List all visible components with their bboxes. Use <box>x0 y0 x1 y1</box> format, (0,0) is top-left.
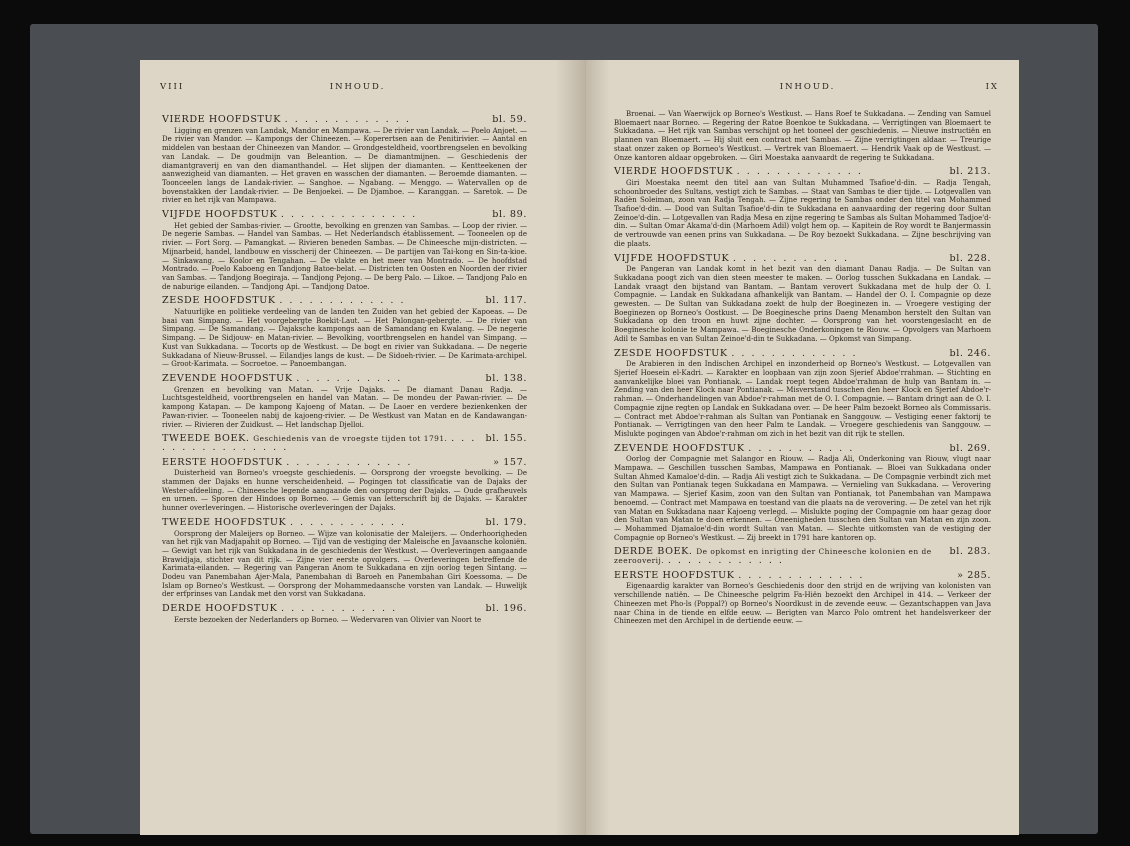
chapter-title: VIERDE HOOFDSTUK <box>614 166 733 178</box>
leader-dots: . . . . . . . . . . . . <box>732 252 850 264</box>
page-reference: » 285. <box>957 569 991 581</box>
page-reference: » 157. <box>493 456 527 468</box>
leader-dots: . . . . . . . . . . . <box>748 442 855 454</box>
chapter-summary: Het gebied der Sambas-rivier. — Grootte, bevolking en grenzen van Sambas. — Loop der rivier. — De negerie Sambas. — Handel van Sambas. — Het Nederlandsch établissement. — Tooneelen op de rivier. — Fort Sorg. — Pamangkat. — Rivieren beneden Sambas. — De Chineesche mijn-districten. — Mijnarbeid, handel, landbouw en visscherij der Chineezen. — De partijen van Tai-kong en Sin-ta-kioe. — Sinkawang. — Koolor en Tengahan. — De vlakte en het meer van Montrado. — De hoofdstad Montrado. — Poelo Kaboeng en Tandjong Batoe-belat. — Districten ten Oosten en Noorden der rivier van Sambas. — Tandjong Boegiraja. — Tandjong Pejong. — De berg Palo. — Likoe. — Tandjong Palo en de naburige eilanden. — Tandjong Api. — Tandjong Datoe. <box>162 221 527 291</box>
chapter-title: ZEVENDE HOOFDSTUK <box>614 442 745 454</box>
chapter-summary: De Pangeran van Landak komt in het bezit van den diamant Danau Radja. — De Sultan van Sukkadana poogt zich van dien steen meester te maken. — Oorlog tusschen Sukkadana en Landak. — Landak vraagt den bijstand van Bantam. — Bantam verovert Sukkadana met de hulp der O. I. Compagnie. — Landak en Sukkadana afhankelijk van Bantam. — Handel der O. I. Compagnie op deze gewesten. — De Sultan van Sukkadana zoekt de hulp der Boeginezen in. — Vroegere vestiging der Boeginezen op Borneo's Oostkust. — De Boeginesche prins Daeng Menambon herstelt den Sultan van Sukkadana op den troon en huwt zijne dochter. — Oorsprong van het voorstengeslacht en de Boeginesche kolonie te Mampawa. — Boeginesche Onderkoningen te Riouw. — Opvolgers van Marhoem Adil te Sambas en van Sultan Zeinoe'd-din te Sukkadana. — Opkomst van Simpang. <box>614 265 991 343</box>
book-subtitle: Geschiedenis van de vroegste tijden tot 1791. <box>253 434 448 444</box>
chapter-summary: Oorsprong der Maleijers op Borneo. — Wijze van kolonisatie der Maleijers. — Onderhoorigheden van het rijk van Madjapahit op Borneo. — Tijd van de vestiging der Maleische en Javaansche koloniën. — Gewigt van het rijk van Sukkadana in de geschiedenis der Westkust. — Overleveringen aangaande Brawidjaja, stichter van dit rijk. — Zijne vier eerste opvolgers. — Overleveringen betreffende de Karimata-eilanden. — Regering van Pangeran Anom te Sukkadana en zijn oorlog tegen Sintang. — Dodeu van Panembahan Ajer-Mala, Panembahan di Baroeh en Panembahan Giri Koessoma. — De Islam op Borneo's Westkust. — Oorsprong der Mohammedaansche vorsten van Landak. — Huwelijk der erfprinses van Landak met den vorst van Sukkadana. <box>162 529 527 599</box>
chapter-title: ZESDE HOOFDSTUK <box>162 295 276 307</box>
chapter-title: DERDE HOOFDSTUK <box>162 603 278 615</box>
chapter-title: VIJFDE HOOFDSTUK <box>614 252 730 264</box>
page-reference: bl. 213. <box>949 166 991 178</box>
chapter-heading <box>162 372 527 384</box>
leader-dots: . . . . . . . . . . . . . <box>279 295 406 307</box>
page-reference: bl. 59. <box>492 114 527 125</box>
running-title: INHOUD. <box>329 82 386 92</box>
leader-dots: . . . . . . . . . . . . . <box>738 569 865 581</box>
chapter-heading <box>614 569 991 581</box>
leader-dots: . . . . . . . . . . . . . <box>284 114 411 125</box>
book-subtitle: De opkomst en inrigting der Chineesche kolonien en de zeerooverij. <box>614 547 932 566</box>
chapter-title: TWEEDE BOEK. <box>162 433 250 445</box>
page-reference: bl. 89. <box>492 209 527 221</box>
page-reference: bl. 246. <box>949 347 991 359</box>
book-heading <box>614 548 991 565</box>
chapter-summary: Eerste bezoeken der Nederlanders op Borneo. — Wedervaren van Olivier van Noort te <box>174 615 482 624</box>
leader-dots: . . . . . . . . . . . . . . <box>280 209 418 221</box>
chapter-heading <box>162 116 527 125</box>
page-reference: bl. 179. <box>485 516 527 528</box>
chapter-title: ZESDE HOOFDSTUK <box>614 347 728 359</box>
page-reference: bl. 283. <box>949 546 991 558</box>
right-page-content <box>614 110 991 630</box>
left-page <box>140 60 586 835</box>
leader-dots: . . . . . . . . . . . <box>296 372 403 384</box>
leader-dots: . . . . . . . . . . . . . <box>736 166 863 178</box>
page-number: VIII <box>160 82 185 92</box>
chapter-summary: Duisterheid van Borneo's vroegste geschiedenis. — Oorsprong der vroegste bevolking. — De stammen der Dajaks en hunne verscheidenheid. — Pogingen tot classificatie van de Dajaks der Wester-afdeeling. — Chineesche legende aangaande den oorsprong der Dajaks. — Oude grafheuvels en urnen. — Sporen der Hindoes op Borneo. — Gemis van letterschrift bij de Dajaks. — Karakter hunner overleveringen. — Historische overleveringen der Dajaks. <box>162 469 527 513</box>
chapter-summary: De Arabieren in den Indischen Archipel en inzonderheid op Borneo's Westkust. — Lotgevallen van Sjerief Hoesein el-Kadri. — Karakter en loopbaan van zijn zoon Sjerief Abdoe'rrahman. — Stichting en aanvankelijke bloei van Pontianak. — Landak roept tegen Abdoe'rrahman de hulp van Bantam in. — Zending van den heer Klock naar Pontianak. — Misverstand tusschen den heer Klock en Sjerief Abdoe'r-rahman. — Onderhandelingen van Abdoe'r-rahman met de O. I. Compagnie. — Bantam dringt aan de O. I. Compagnie zijne regten op Landak en Sukkadana over. — De heer Palm bezoekt Borneo als Commissaris. — Contract met Abdoe'r-rahman als Sultan van Pontianak en Sanggouw. — Vestiging eener faktorij te Pontianak. — Verrigtingen van den heer Palm te Landak. — Vroegere geschiedenis van Sanggouw. — Mislukte pogingen van Abdoe'r-rahman om zich in het bezit van dit rijk te stellen. <box>614 360 991 438</box>
book-heading <box>162 435 527 452</box>
chapter-heading <box>614 252 991 264</box>
page-number: IX <box>985 82 999 92</box>
chapter-title: EERSTE HOOFDSTUK <box>162 456 283 468</box>
chapter-summary: Eigenaardig karakter van Borneo's Geschiedenis door den strijd en de wrijving van kolonisten van verschillende natiën. — De Chineesche pelgrim Fa-Hiën bezoekt den Archipel in 414. — Verkeer der Chineezen met Pho-ls (Poppal?) op Borneo's Noordkust in de zevende eeuw. — Gezantschappen van Java naar China in de tiende en elfde eeuw. — Berigten van Marco Polo omtrent het handelsverkeer der Chineezen met den Archipel in de dertiende eeuw. — <box>614 582 991 626</box>
intro-paragraph: Broenai. — Van Waerwijck op Borneo's Westkust. — Hans Roef te Sukkadana. — Zending van Samuel Bloemaert naar Borneo. — Regering der Ratoe Boenkoe te Sukkadana. — Verrigtingen van Bloemaert te Sukkadana. — Het rijk van Sambas verschijnt op het tooneel der geschiedenis. — Nieuwe instructiën en plannen van Bloemaert. — Hij sluit een contract met Sambas. — Zijne verrigtingen aldaar. — Treurige staat onzer zaken op Borneo's Westkust. — Vertrek van Bloemaert. — Hendrik Vaak op de Westkust. — Onze kantoren aldaar opgebroken. — Giri Moestaka aanvaardt de regering te Sukkadana. <box>614 110 991 162</box>
chapter-title: VIERDE HOOFDSTUK <box>162 114 281 125</box>
chapter-title: DERDE BOEK. <box>614 546 693 558</box>
left-page-content <box>162 110 527 629</box>
page-reference: bl. 155. <box>485 433 527 445</box>
chapter-heading <box>614 168 991 177</box>
chapter-title: TWEEDE HOOFDSTUK <box>162 516 287 528</box>
page-reference: bl. 228. <box>949 252 991 264</box>
chapter-title: ZEVENDE HOOFDSTUK <box>162 372 293 384</box>
chapter-heading <box>162 456 527 468</box>
chapter-summary: Natuurlijke en politieke verdeeling van de landen ten Zuiden van het gebied der Kapoeas. — De baai van Simpang. — Het voorgebergte Boekit-Laut. — Het Palongan-gebergte. — De rivier van Simpang. — De Samandang. — Dajaksche kampongs aan de Samandang en Kwalang. — De negerie Simpang. — De Sidjouw- en Matan-rivier. — Bevolking, voortbrengselen en handel van Simpang. — Kust van Sukkadana. — Tocorts op de Westkust. — De bogt en rivier van Sukkadana. — De negerie Sukkadana of Nieuw-Brussel. — Eilandjes langs de kust. — De Sidoeh-rivier. — De Karimata-archipel. — Groot-Karimata. — Socroetoe. — Panoembangan. <box>162 308 527 369</box>
leader-dots: . . . . . . . . . . . . <box>667 555 784 567</box>
right-page <box>586 60 1019 835</box>
chapter-heading <box>614 442 991 454</box>
chapter-summary: Ligging en grenzen van Landak, Mandor en Mampawa. — De rivier van Landak. — Poelo Anjoet. — De rivier van Mandor. — Kampongs der Chineezen. — Koperertsen aan de Penitirivier. — Aantal en middelen van bestaan der Chineezen van Mandor. — Grondgesteldheid, voortbrengselen en bevolking van Landak. — De goudmijn van Beleantion. — De diamantmijnen. — Geschiedenis der diamantgraverij en van den diamanthandel. — Het slijpen der diamanten. — Kentteekenen der aanwezigheid van diamanten. — Het graven en wasschen der diamanten. — Beroemde diamanten. — Toonceelen langs de Landak-rivier. — Sanghoe. — Ngabang. — Menggo. — Watervallen op de bovenstakken der Landak-rivier. — De Benjoekei. — De Djamboe. — Karanggan. — Saretok. — De rivier en het rijk van Mampawa. <box>162 126 527 205</box>
chapter-summary: Oorlog der Compagnie met Salangor en Riouw. — Radja Ali, Onderkoning van Riouw, vlugt naar Mampawa. — Geschillen tusschen Sambas, Mampawa en Pontianak. — Bloei van Sukkadana onder Sultan Ahmed Kamaloe'd-din. — Radja Ali vestigt zich te Sukkadana. — De Compagnie verbindt zich met den Sultan van Pontianak tegen Sukkadana en Mampawa. — Vernieling van Sukkadana. — Verovering van Mampawa. — Sjerief Kasim, zoon van den Sultan van Pontianak, tot Panembahan van Mampawa benoemd. — Contract met Mampawa en toestand van die plaats na de verovering. — De zetel van het rijk van Matan en Sukkadana naar Kajoeng verlegd. — Mislukte poging der Compagnie om haar gezag door den Sultan van Matan te doen erkennen. — Oneenigheden tusschen den Sultan van Matan en zijn zoon. — Mohammed Djamaloe'd-din wordt Sultan van Matan. — Slechte uitkomsten van de vestiging der Compagnie op Borneo's Westkust. — Zij breekt in 1791 hare kantoren op. <box>614 455 991 542</box>
chapter-heading <box>162 211 527 220</box>
chapter-summary: Grenzen en bevolking van Matan. — Vrije Dajaks. — De diamant Danau Radja. — Luchtsgesteldheid, voortbrengselen en handel van Matan. — De mondeu der Pawan-rivier. — De kampong Katapan. — De kampong Kajoeng of Matan. — De Laoer en verdere bezienkenken der Pawan-rivier. — Tooneelen nabij de kajoeng-rivier. — De Westkust van Matan en de Kandawangan-rivier. — Rivieren der Zuidkust. — Het landschap Djelloi. <box>162 385 527 429</box>
chapter-heading <box>162 605 527 614</box>
leader-dots: . . . . . . . . . . . . <box>281 603 398 615</box>
page-reference: bl. 269. <box>949 442 991 454</box>
chapter-heading <box>614 347 991 359</box>
page-reference: bl. 117. <box>485 295 527 307</box>
chapter-heading <box>162 516 527 528</box>
page-reference: bl. 138. <box>485 372 527 384</box>
page-reference: bl. 196. <box>485 603 527 615</box>
leader-dots: . . . . . . . . . . . . <box>289 516 407 528</box>
chapter-summary: Giri Moestaka neemt den titel aan van Sultan Muhammed Tsafioe'd-din. — Radja Tengah, schoonbroeder des Sultans, vestigt zich te Sambas. — Staat van Sambas te dier tijde. — Lotgevallen van Radèn Soleiman, zoon van Radja Tengah. — Zijne regering te Sambas onder den titel van Mohammed Tsafioe'd-din. — Dood van Sultan Tsafioe'd-din te Sukkadana en aanvaarding der regering door Sultan Zeinoe'd-din. — Lotgevallen van Radja Mesa en zijne regering te Sambas als Sultan Mohammed Tadjoe'd-din. — Sultan Omar Akama'd-din (Marhoem Adil) volgt hem op. — Kapitein de Roy wordt te Banjermassin de vertrouwde van eenen prins van Sukkadana. — De Roy bezoekt Sukkadana. — Zijne beschrijving van die plaats. <box>614 178 991 248</box>
chapter-title: VIJFDE HOOFDSTUK <box>162 209 278 221</box>
leader-dots: . . . . . . . . . . . . . . . . <box>162 433 477 453</box>
leader-dots: . . . . . . . . . . . . . <box>731 347 858 359</box>
running-title: INHOUD. <box>779 82 836 92</box>
leader-dots: . . . . . . . . . . . . . <box>286 456 413 468</box>
chapter-heading <box>162 297 527 306</box>
chapter-title: EERSTE HOOFDSTUK <box>614 569 735 581</box>
